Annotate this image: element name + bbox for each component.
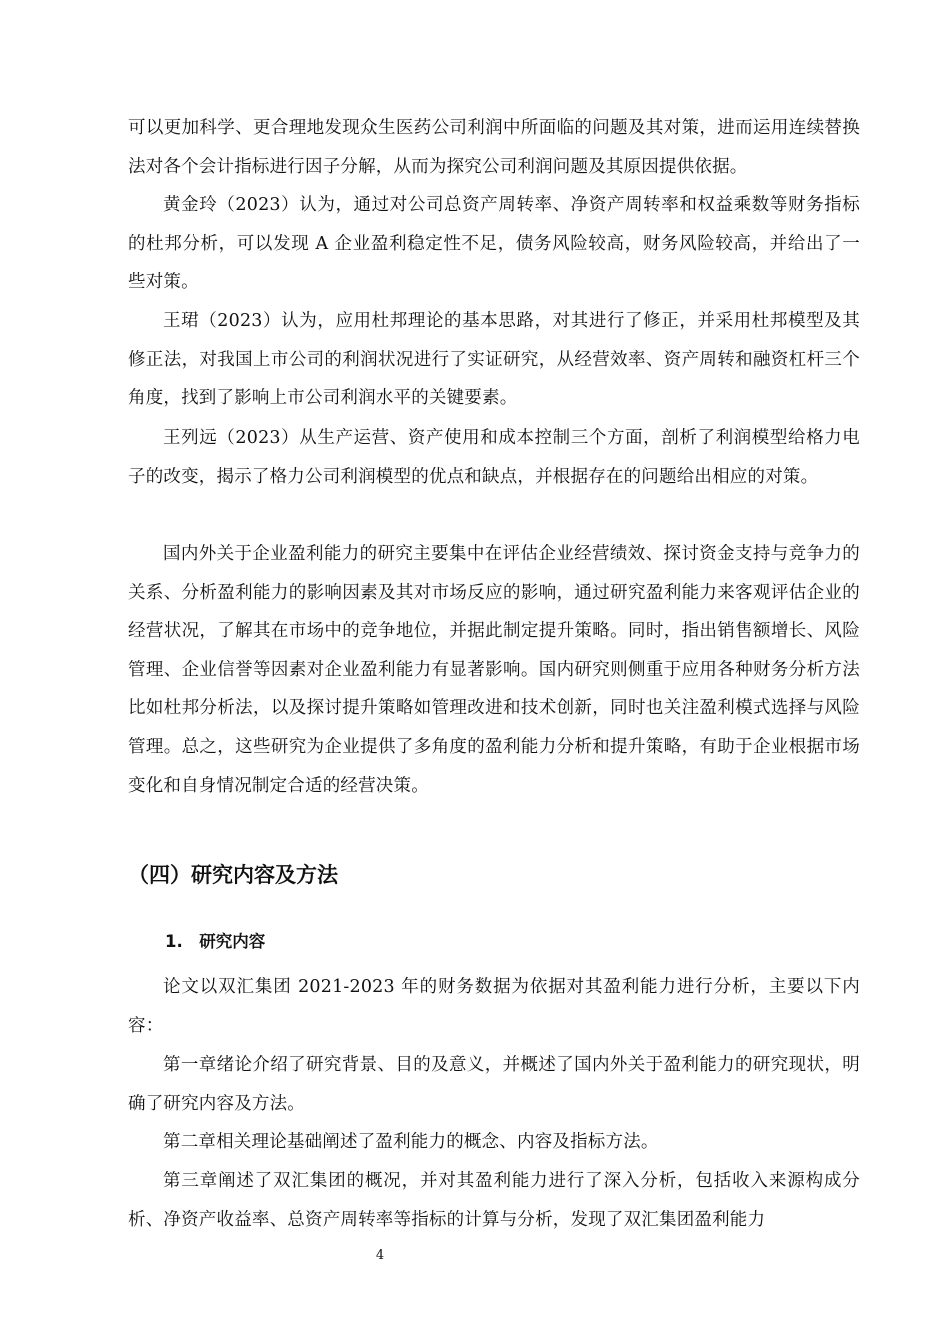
page-number: 4 — [375, 1248, 385, 1263]
paragraph-continuation: 可以更加科学、更合理地发现众生医药公司利润中所面临的问题及其对策，进而运用连续替换法对各个会计指标进行因子分解，从而为探究公司利润问题及其原因提供依据。 — [128, 118, 860, 177]
subsection-heading: 1. 研究内容 — [165, 932, 266, 951]
paragraph-chapter-three: 第三章阐述了双汇集团的概况，并对其盈利能力进行了深入分析，包括收入来源构成分析、净资产收益率、总资产周转率等指标的计算与分析，发现了双汇集团盈利能力 — [128, 1171, 860, 1230]
paragraph-summary: 国内外关于企业盈利能力的研究主要集中在评估企业经营绩效、探讨资金支持与竞争力的关系、分析盈利能力的影响因素及其对市场反应的影响，通过研究盈利能力来客观评估企业的经营状况，了解其在市场中的竞争地位，并据此制定提升策略。同时，指出销售额增长、风险管理、企业信誉等因素对企业盈利能力有显著影响。国内研究则侧重于应用各种财务分析方法比如杜邦分析法，以及探讨提升策略如管理改进和技术创新，同时也关注盈利模式选择与风险管理。总之，这些研究为企业提供了多角度的盈利能力分析和提升策略，有助于企业根据市场变化和自身情况制定合适的经营决策。 — [128, 544, 860, 796]
section-heading: （四）研究内容及方法 — [128, 863, 338, 887]
paragraph-chapter-one: 第一章绪论介绍了研究背景、目的及意义，并概述了国内外关于盈利能力的研究现状，明确了研究内容及方法。 — [128, 1055, 860, 1114]
paragraph-wang-jun: 王珺（2023）认为，应用杜邦理论的基本思路，对其进行了修正，并采用杜邦模型及其修正法，对我国上市公司的利润状况进行了实证研究，从经营效率、资产周转和融资杠杆三个角度，找到了影响上市公司利润水平的关键要素。 — [128, 311, 860, 409]
paragraph-wang-lieyuan: 王列远（2023）从生产运营、资产使用和成本控制三个方面，剖析了利润模型给格力电子的改变，揭示了格力公司利润模型的优点和缺点，并根据存在的问题给出相应的对策。 — [128, 428, 860, 487]
paragraph-chapter-two: 第二章相关理论基础阐述了盈利能力的概念、内容及指标方法。 — [163, 1132, 659, 1152]
paragraph-huang-jinling: 黄金玲（2023）认为，通过对公司总资产周转率、净资产周转率和权益乘数等财务指标的杜邦分析，可以发现 A 企业盈利稳定性不足，债务风险较高，财务风险较高，并给出了一些对策。 — [128, 195, 860, 293]
paragraph-research-content: 论文以双汇集团 2021-2023 年的财务数据为依据对其盈利能力进行分析，主要以下内容： — [128, 977, 860, 1036]
